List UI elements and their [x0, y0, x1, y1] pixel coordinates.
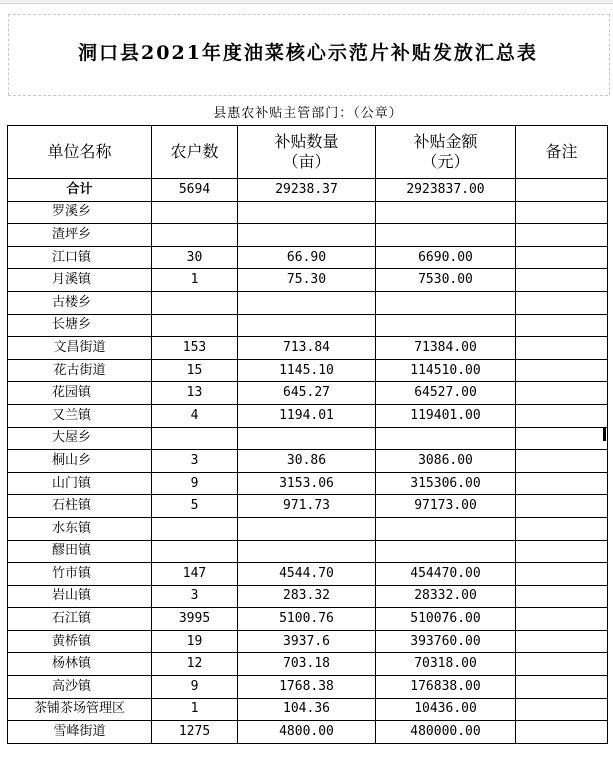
- farmers-cell: 3995: [152, 608, 238, 631]
- subtitle-row: [8, 95, 608, 126]
- farmers-cell: 153: [152, 337, 238, 360]
- remark-cell: [516, 653, 608, 676]
- header-amount-line2: （元）: [421, 152, 470, 171]
- unit-name-cell: 岩山镇: [8, 585, 152, 608]
- remark-cell: [516, 382, 608, 405]
- unit-name-cell: 石柱镇: [8, 495, 152, 518]
- amount-cell: 28332.00: [376, 585, 516, 608]
- table-row: [8, 517, 608, 540]
- area-cell: [238, 427, 376, 450]
- unit-name-cell: 山门镇: [8, 472, 152, 495]
- amount-cell: 315306.00: [376, 472, 516, 495]
- farmers-cell: [152, 517, 238, 540]
- remark-cell: [516, 291, 608, 314]
- amount-cell: [376, 427, 516, 450]
- remark-cell: [516, 540, 608, 563]
- header-amount-line1: 补贴金额: [413, 132, 478, 151]
- unit-name-cell: 杨林镇: [8, 653, 152, 676]
- remark-cell: [516, 269, 608, 292]
- unit-name-cell: 高沙镇: [8, 676, 152, 699]
- table-row: [8, 585, 608, 608]
- area-cell: 29238.37: [238, 179, 376, 202]
- farmers-cell: 3: [152, 585, 238, 608]
- unit-name-cell: 文昌街道: [8, 337, 152, 360]
- area-cell: [238, 291, 376, 314]
- amount-cell: [376, 224, 516, 247]
- amount-cell: 7530.00: [376, 269, 516, 292]
- farmers-cell: 13: [152, 382, 238, 405]
- table-row: [8, 630, 608, 653]
- farmers-cell: 19: [152, 630, 238, 653]
- table-row: [8, 314, 608, 337]
- table-row: [8, 698, 608, 721]
- unit-name-cell: 黄桥镇: [8, 630, 152, 653]
- farmers-cell: 1: [152, 269, 238, 292]
- table-row: [8, 427, 608, 450]
- header-farmers: 农户数: [152, 126, 238, 179]
- header-amount: [376, 126, 516, 179]
- area-cell: 1194.01: [238, 404, 376, 427]
- header-area: [238, 126, 376, 179]
- remark-cell: [516, 472, 608, 495]
- farmers-cell: 12: [152, 653, 238, 676]
- table-row: [8, 246, 608, 269]
- unit-name-cell: 茶铺茶场管理区: [8, 698, 152, 721]
- area-cell: 1768.38: [238, 676, 376, 699]
- amount-cell: 480000.00: [376, 721, 516, 744]
- amount-cell: 119401.00: [376, 404, 516, 427]
- amount-cell: 64527.00: [376, 382, 516, 405]
- amount-cell: 393760.00: [376, 630, 516, 653]
- farmers-cell: 4: [152, 404, 238, 427]
- remark-cell: [516, 495, 608, 518]
- amount-cell: 2923837.00: [376, 179, 516, 202]
- area-cell: 3153.06: [238, 472, 376, 495]
- remark-cell: [516, 630, 608, 653]
- remark-cell: [516, 517, 608, 540]
- farmers-cell: 30: [152, 246, 238, 269]
- area-cell: 1145.10: [238, 359, 376, 382]
- area-cell: 713.84: [238, 337, 376, 360]
- area-cell: [238, 314, 376, 337]
- table-row: [8, 721, 608, 744]
- farmers-cell: [152, 201, 238, 224]
- area-cell: 4800.00: [238, 721, 376, 744]
- table-row: [8, 359, 608, 382]
- remark-cell: [516, 450, 608, 473]
- page-top-edge: [0, 0, 613, 4]
- table-row: [8, 450, 608, 473]
- unit-name-cell: 桐山乡: [8, 450, 152, 473]
- table-body: [8, 179, 608, 744]
- unit-name-cell: 江口镇: [8, 246, 152, 269]
- table-header-row: [8, 126, 608, 179]
- table-row: [8, 472, 608, 495]
- amount-cell: [376, 540, 516, 563]
- table-row: [8, 201, 608, 224]
- unit-name-cell: 月溪镇: [8, 269, 152, 292]
- amount-cell: 176838.00: [376, 676, 516, 699]
- remark-cell: [516, 404, 608, 427]
- remark-cell: [516, 224, 608, 247]
- area-cell: [238, 224, 376, 247]
- table-row: [8, 269, 608, 292]
- farmers-cell: 15: [152, 359, 238, 382]
- unit-name-cell: 罗溪乡: [8, 201, 152, 224]
- table-row: [8, 608, 608, 631]
- remark-cell: [516, 585, 608, 608]
- unit-name-cell: 石江镇: [8, 608, 152, 631]
- table-row: [8, 224, 608, 247]
- area-cell: 4544.70: [238, 563, 376, 586]
- area-cell: 703.18: [238, 653, 376, 676]
- unit-name-cell: 竹市镇: [8, 563, 152, 586]
- amount-cell: [376, 517, 516, 540]
- table-row: [8, 382, 608, 405]
- table-row: [8, 337, 608, 360]
- document-title: 洞口县2021年度油菜核心示范片补贴发放汇总表: [78, 42, 538, 64]
- subsidy-table: [7, 125, 608, 744]
- farmers-cell: [152, 291, 238, 314]
- table-row: [8, 540, 608, 563]
- unit-name-cell: 渣坪乡: [8, 224, 152, 247]
- table-row: [8, 653, 608, 676]
- amount-cell: [376, 201, 516, 224]
- table-row: [8, 404, 608, 427]
- unit-name-cell: 又兰镇: [8, 404, 152, 427]
- unit-name-cell: 大屋乡: [8, 427, 152, 450]
- amount-cell: 3086.00: [376, 450, 516, 473]
- remark-cell: [516, 246, 608, 269]
- farmers-cell: 9: [152, 676, 238, 699]
- farmers-cell: 147: [152, 563, 238, 586]
- remark-cell: [516, 359, 608, 382]
- header-area-line1: 补贴数量: [274, 132, 339, 151]
- table-row: [8, 563, 608, 586]
- area-cell: 66.90: [238, 246, 376, 269]
- farmers-cell: 5: [152, 495, 238, 518]
- table-total-row: [8, 179, 608, 202]
- area-cell: 5100.76: [238, 608, 376, 631]
- area-cell: 30.86: [238, 450, 376, 473]
- farmers-cell: [152, 540, 238, 563]
- header-remark: 备注: [516, 126, 608, 179]
- unit-name-cell: 合计: [8, 179, 152, 202]
- farmers-cell: [152, 314, 238, 337]
- remark-cell: [516, 201, 608, 224]
- farmers-cell: 5694: [152, 179, 238, 202]
- unit-name-cell: 花园镇: [8, 382, 152, 405]
- area-cell: [238, 540, 376, 563]
- remark-cell: [516, 721, 608, 744]
- remark-cell: [516, 563, 608, 586]
- table-row: [8, 676, 608, 699]
- amount-cell: 70318.00: [376, 653, 516, 676]
- area-cell: [238, 201, 376, 224]
- farmers-cell: [152, 224, 238, 247]
- document-subtitle: 县惠农补贴主管部门：（公章）: [213, 106, 403, 121]
- remark-cell: [516, 314, 608, 337]
- area-cell: [238, 517, 376, 540]
- amount-cell: 97173.00: [376, 495, 516, 518]
- amount-cell: 510076.00: [376, 608, 516, 631]
- header-unit: 单位名称: [8, 126, 152, 179]
- remark-cell: [516, 676, 608, 699]
- unit-name-cell: 水东镇: [8, 517, 152, 540]
- unit-name-cell: 长塘乡: [8, 314, 152, 337]
- amount-cell: 114510.00: [376, 359, 516, 382]
- unit-name-cell: 古楼乡: [8, 291, 152, 314]
- unit-name-cell: 雪峰街道: [8, 721, 152, 744]
- text-cursor: [603, 427, 606, 441]
- farmers-cell: 9: [152, 472, 238, 495]
- header-area-line2: （亩）: [282, 152, 331, 171]
- farmers-cell: [152, 427, 238, 450]
- remark-cell: [516, 698, 608, 721]
- amount-cell: 71384.00: [376, 337, 516, 360]
- area-cell: 75.30: [238, 269, 376, 292]
- remark-cell: [516, 608, 608, 631]
- area-cell: 3937.6: [238, 630, 376, 653]
- amount-cell: [376, 314, 516, 337]
- area-cell: 104.36: [238, 698, 376, 721]
- area-cell: 971.73: [238, 495, 376, 518]
- remark-cell: [516, 337, 608, 360]
- amount-cell: 6690.00: [376, 246, 516, 269]
- farmers-cell: 3: [152, 450, 238, 473]
- table-row: [8, 495, 608, 518]
- unit-name-cell: 醪田镇: [8, 540, 152, 563]
- remark-cell: [516, 179, 608, 202]
- area-cell: 283.32: [238, 585, 376, 608]
- unit-name-cell: 花古街道: [8, 359, 152, 382]
- amount-cell: 454470.00: [376, 563, 516, 586]
- area-cell: 645.27: [238, 382, 376, 405]
- farmers-cell: 1: [152, 698, 238, 721]
- amount-cell: [376, 291, 516, 314]
- remark-cell: [516, 427, 608, 450]
- amount-cell: 10436.00: [376, 698, 516, 721]
- table-row: [8, 291, 608, 314]
- farmers-cell: 1275: [152, 721, 238, 744]
